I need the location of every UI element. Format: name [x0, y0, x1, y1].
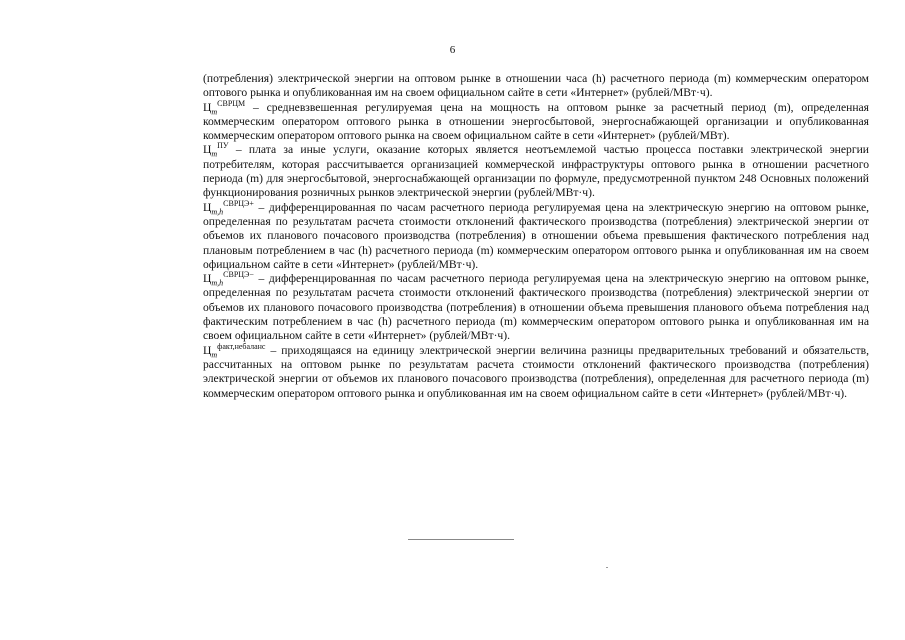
formula-symbol: $Ц_{m,h}^{СВРЦЭ+}$ [203, 198, 254, 216]
definition-text: – средневзвешенная регулируемая цена на мощность на оптовом рынке за расчетный период (m), определенная коммерческим оператором оптового рынка в отношении энергосбытовой, энергоснабжающей организации и опубликованная коммерческим оператором оптового рынка на своем официальном сайте в сети «Интернет» (рублей/МВт). [203, 100, 869, 143]
document-body [203, 72, 869, 401]
intro-paragraph: (потребления) электрической энергии на оптовом рынке в отношении часа (h) расчетного периода (m) коммерческим оператором оптового рынка и опубликованная им на своем официальном сайте в сети «Интернет» (рублей/МВт·ч). [203, 72, 869, 100]
formula-symbol: $Ц_m^{факт,небаланс}$ [203, 341, 266, 359]
definition-imbalance [203, 341, 869, 401]
definition-price-excess-consumption [203, 198, 869, 272]
definition-text: – плата за иные услуги, оказание которых является неотъемлемой частью процесса поставки электрической энергии потребителям, которая рассчитывается организацией коммерческой инфраструктуры оптового рынка в отношении расчетного периода (m) для энергосбытовой, энергоснабжающей организации по формуле, предусмотренной пунктом 248 Основных положений функционирования розничных рынков электрической энергии (рублей/МВт·ч). [203, 143, 869, 200]
scan-speck [606, 567, 608, 568]
formula-symbol: $Ц_m^{СВРЦМ}$ [203, 98, 246, 116]
formula-symbol: $Ц_m^{ПУ}$ [203, 141, 229, 159]
page-number: 6 [449, 44, 456, 56]
definition-text: – дифференцированная по часам расчетного периода регулируемая цена на электрическую энергию на оптовом рынке, определенная по результатам расчета стоимости отклонений фактического производства (потребления) электрической энергии от объемов их планового почасового производства (потребления) в отношении объема превышения планового объема потребления над фактическим потреблением в час (h) расчетного периода (m) коммерческим оператором оптового рынка и опубликованная им на своем официальном сайте в сети «Интернет» (рублей/МВт·ч). [203, 272, 869, 343]
definition-text: – дифференцированная по часам расчетного периода регулируемая цена на электрическую энергию на оптовом рынке, определенная по результатам расчета стоимости отклонений фактического производства (потребления) электрической энергии от объемов их планового почасового производства (потребления) в отношении объема превышения фактического потребления над плановым потреблением в час (h) расчетного периода (m) коммерческим оператором оптового рынка и опубликованная им на своем официальном сайте в сети «Интернет» (рублей/МВт·ч). [203, 200, 869, 271]
definition-other-services-fee [203, 143, 869, 200]
definition-price-excess-plan [203, 272, 869, 343]
definition-price-capacity [203, 98, 869, 144]
definition-text: – приходящаяся на единицу электрической энергии величина разницы предварительных требований и обязательств, рассчитанных на оптовом рынке по результатам расчета стоимости отклонений фактического производства (потребления) электрической энергии от объемов их планового почасового производства (потребления), определенная для расчетного периода (m) коммерческим оператором оптового рынка и опубликованная им на своем официальном сайте в сети «Интернет» (рублей/МВт·ч). [203, 343, 869, 400]
end-divider [408, 539, 514, 540]
formula-symbol: $Ц_{m,h}^{СВРЦЭ-}$ [203, 270, 254, 288]
